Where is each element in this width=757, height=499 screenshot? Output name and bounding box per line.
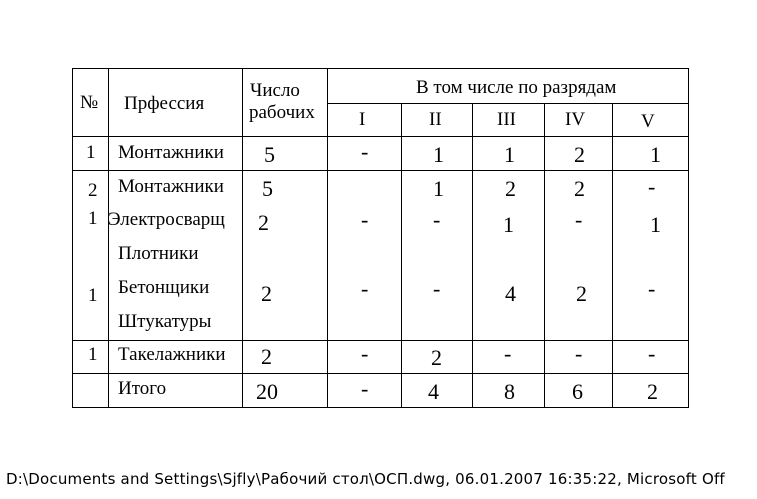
col-divider xyxy=(544,103,545,408)
row-4-grade-2: - xyxy=(433,276,441,301)
header-grade-2: II xyxy=(429,109,442,130)
total-grade-1: - xyxy=(361,376,369,401)
header-grade-5: V xyxy=(641,111,655,132)
row-3-grade-1: - xyxy=(361,207,369,232)
row-5-workers: 2 xyxy=(261,344,272,369)
row-3-grade-4: - xyxy=(575,207,583,232)
total-grade-4: 6 xyxy=(572,379,583,404)
col-divider xyxy=(472,103,473,408)
row-4-grade-5: - xyxy=(648,276,656,301)
col-divider xyxy=(327,68,328,408)
row-2-grade-3: 2 xyxy=(505,176,516,201)
row-4-profession-3: Штукатуры xyxy=(118,311,212,332)
header-workers-line1: Число xyxy=(250,80,300,101)
row-1-grade-5: 1 xyxy=(650,142,661,167)
table-border-bottom xyxy=(72,407,689,408)
row-1-grade-2: 1 xyxy=(433,142,444,167)
header-num: № xyxy=(80,92,99,113)
col-divider xyxy=(242,68,243,408)
header-bottom-line xyxy=(72,136,689,137)
row-3-num: 1 xyxy=(88,208,98,229)
total-grade-3: 8 xyxy=(504,379,515,404)
row-1-profession: Монтажники xyxy=(118,142,224,163)
row-3-grade-3: 1 xyxy=(503,212,514,237)
row-2-grade-2: 1 xyxy=(433,176,444,201)
row-5-grade-3: - xyxy=(504,341,512,366)
row-2-profession: Монтажники xyxy=(118,176,224,197)
col-divider xyxy=(401,103,402,408)
row-divider xyxy=(72,170,689,171)
row-5-num: 1 xyxy=(88,344,98,365)
col-divider xyxy=(612,103,613,408)
total-grade-2: 4 xyxy=(428,379,439,404)
row-1-workers: 5 xyxy=(264,142,275,167)
row-5-grade-2: 2 xyxy=(431,345,442,370)
header-grades-title: В том числе по разрядам xyxy=(416,77,617,98)
header-workers-line2: рабочих xyxy=(249,102,315,123)
col-divider xyxy=(108,68,109,408)
row-5-grade-5: - xyxy=(648,341,656,366)
row-divider xyxy=(72,373,689,374)
grades-header-divider xyxy=(327,103,689,104)
row-divider xyxy=(72,340,689,341)
row-1-grade-3: 1 xyxy=(504,142,515,167)
row-3-profession: Электросварщ xyxy=(108,209,225,230)
row-3-workers: 2 xyxy=(258,210,269,235)
row-5-grade-4: - xyxy=(575,341,583,366)
header-profession: Прфессия xyxy=(124,93,205,114)
row-4-workers: 2 xyxy=(261,281,272,306)
row-3-grade-5: 1 xyxy=(650,212,661,237)
row-1-grade-1: - xyxy=(361,139,369,164)
row-4-num: 1 xyxy=(88,285,98,306)
row-4-grade-3: 4 xyxy=(505,281,516,306)
row-5-grade-1: - xyxy=(361,341,369,366)
row-4-grade-4: 2 xyxy=(576,281,587,306)
row-4-grade-1: - xyxy=(361,276,369,301)
row-4-profession-2: Бетонщики xyxy=(118,277,210,298)
header-grade-1: I xyxy=(359,109,366,130)
row-4-profession-1: Плотники xyxy=(118,243,199,264)
total-grade-5: 2 xyxy=(647,379,658,404)
row-2-grade-5: - xyxy=(648,174,656,199)
row-2-num: 2 xyxy=(88,180,98,201)
row-2-grade-4: 2 xyxy=(574,176,585,201)
row-5-profession: Такелажники xyxy=(118,344,226,365)
row-1-num: 1 xyxy=(86,142,96,163)
row-2-workers: 5 xyxy=(262,176,273,201)
file-path-footer: D:\Documents and Settings\Sjfly\Рабочий стол\ОСП.dwg, 06.01.2007 16:35:22, Microsoft Off xyxy=(6,470,725,488)
header-grade-3: III xyxy=(497,109,516,130)
table-border-right xyxy=(688,68,689,408)
total-label: Итого xyxy=(118,378,167,399)
table-border-top xyxy=(72,68,689,69)
row-3-grade-2: - xyxy=(433,207,441,232)
header-grade-4: IV xyxy=(565,109,586,130)
row-1-grade-4: 2 xyxy=(574,142,585,167)
table-border-left xyxy=(72,68,73,408)
total-workers: 20 xyxy=(256,379,278,404)
